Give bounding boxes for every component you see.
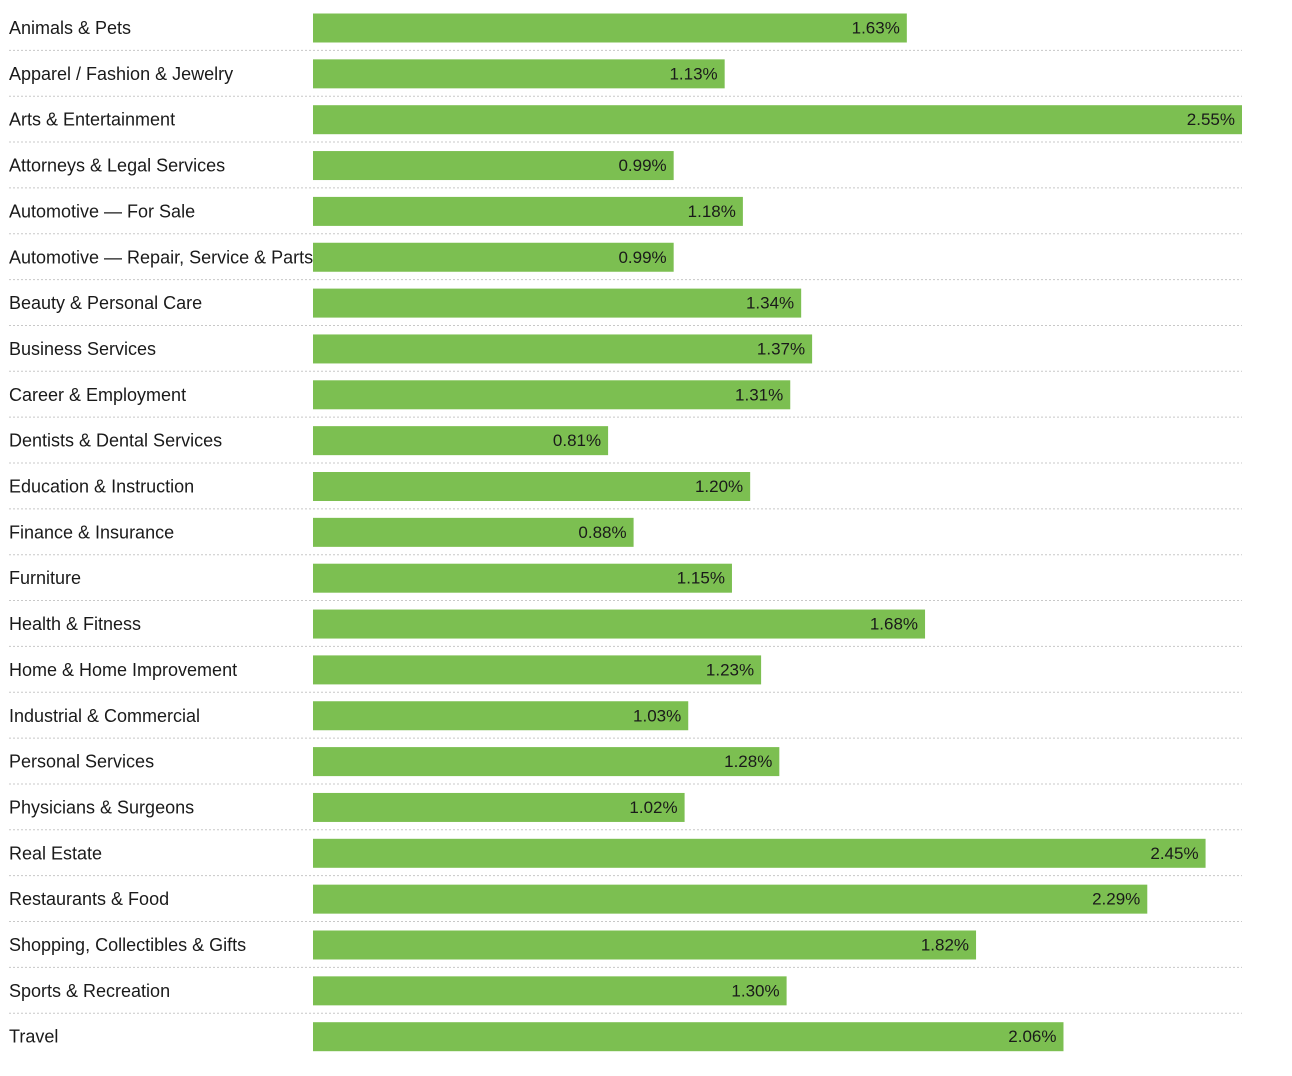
category-label: Finance & Insurance [9, 522, 175, 543]
category-label: Career & Employment [9, 384, 187, 405]
bar [313, 976, 787, 1005]
category-label: Dentists & Dental Services [9, 430, 223, 451]
category-label: Business Services [9, 338, 157, 359]
value-label: 1.20% [694, 477, 744, 496]
value-label: 1.23% [705, 660, 755, 680]
value-label: 0.99% [618, 247, 667, 267]
category-label: Beauty & Personal Care [9, 293, 203, 314]
chart-row [9, 1022, 1063, 1051]
category-label: Real Estate [9, 843, 103, 864]
bar [313, 701, 688, 730]
value-label: 1.03% [633, 706, 682, 726]
bar [313, 380, 790, 409]
value-label: 0.81% [552, 431, 602, 451]
value-label: 1.13% [669, 64, 718, 84]
value-label: 1.63% [851, 18, 900, 38]
category-label: Restaurants & Food [9, 889, 170, 910]
bar [313, 197, 743, 226]
chart-row [9, 518, 1242, 555]
value-label: 1.31% [735, 385, 784, 405]
chart-row [9, 931, 1242, 968]
bar [313, 564, 732, 593]
value-label: 1.34% [745, 293, 795, 313]
value-label: 2.06% [1008, 1027, 1057, 1047]
chart-row [9, 976, 1242, 1013]
category-label: Animals & Pets [9, 18, 132, 38]
chart-row [9, 197, 1242, 234]
chart-row [9, 564, 1242, 601]
category-label: Automotive — For Sale [9, 201, 196, 222]
value-label: 0.99% [618, 156, 667, 176]
chart-row [9, 701, 1242, 738]
bar [313, 334, 812, 363]
bar [313, 289, 801, 318]
bar [313, 14, 907, 43]
bar [313, 610, 925, 639]
category-label: Automotive — Repair, Service & Parts [9, 247, 314, 268]
chart-row [9, 793, 1242, 830]
chart-row [9, 151, 1242, 188]
chart-row [9, 105, 1242, 142]
value-label: 2.55% [1186, 110, 1235, 130]
value-label: 2.29% [1092, 889, 1141, 909]
chart-row [9, 380, 1242, 417]
chart-row [9, 839, 1242, 876]
category-label: Apparel / Fashion & Jewelry [9, 63, 234, 84]
category-label: Industrial & Commercial [9, 705, 201, 726]
bar [313, 839, 1206, 868]
value-label: 1.18% [687, 201, 736, 221]
bar [313, 1022, 1063, 1051]
chart-row [9, 885, 1242, 922]
category-label: Furniture [9, 568, 82, 589]
category-label: Education & Instruction [9, 476, 195, 497]
value-label: 1.37% [756, 339, 806, 359]
value-label: 1.02% [629, 797, 678, 817]
value-label: 1.28% [724, 752, 773, 772]
bar [313, 105, 1242, 134]
chart-row [9, 472, 1242, 509]
bar [313, 59, 725, 88]
chart-row [9, 14, 1242, 51]
bar [313, 472, 750, 501]
chart-row [9, 747, 1242, 784]
category-label: Physicians & Surgeons [9, 797, 195, 818]
value-label: 0.88% [578, 522, 627, 542]
category-label: Attorneys & Legal Services [9, 155, 226, 176]
category-label: Home & Home Improvement [9, 659, 238, 680]
chart-row [9, 334, 1242, 371]
chart-row [9, 243, 1242, 280]
category-label: Health & Fitness [9, 614, 142, 635]
category-label: Travel [9, 1026, 59, 1047]
bar [313, 747, 779, 776]
bar [313, 931, 976, 960]
category-label: Personal Services [9, 751, 155, 772]
bar [313, 885, 1147, 914]
value-label: 1.68% [869, 614, 919, 634]
chart-row [9, 289, 1242, 326]
chart-row [9, 59, 1242, 96]
category-label: Shopping, Collectibles & Gifts [9, 935, 247, 955]
value-label: 1.15% [676, 568, 725, 588]
value-label: 1.82% [920, 935, 970, 955]
value-label: 1.30% [731, 981, 780, 1001]
category-label: Sports & Recreation [9, 980, 171, 1001]
chart-row [9, 610, 1242, 647]
category-label: Arts & Entertainment [9, 109, 176, 130]
value-label: 2.45% [1150, 843, 1199, 863]
chart-row [9, 426, 1242, 463]
bar [313, 655, 761, 684]
chart-rows [9, 14, 1242, 1052]
chart-row [9, 655, 1242, 692]
